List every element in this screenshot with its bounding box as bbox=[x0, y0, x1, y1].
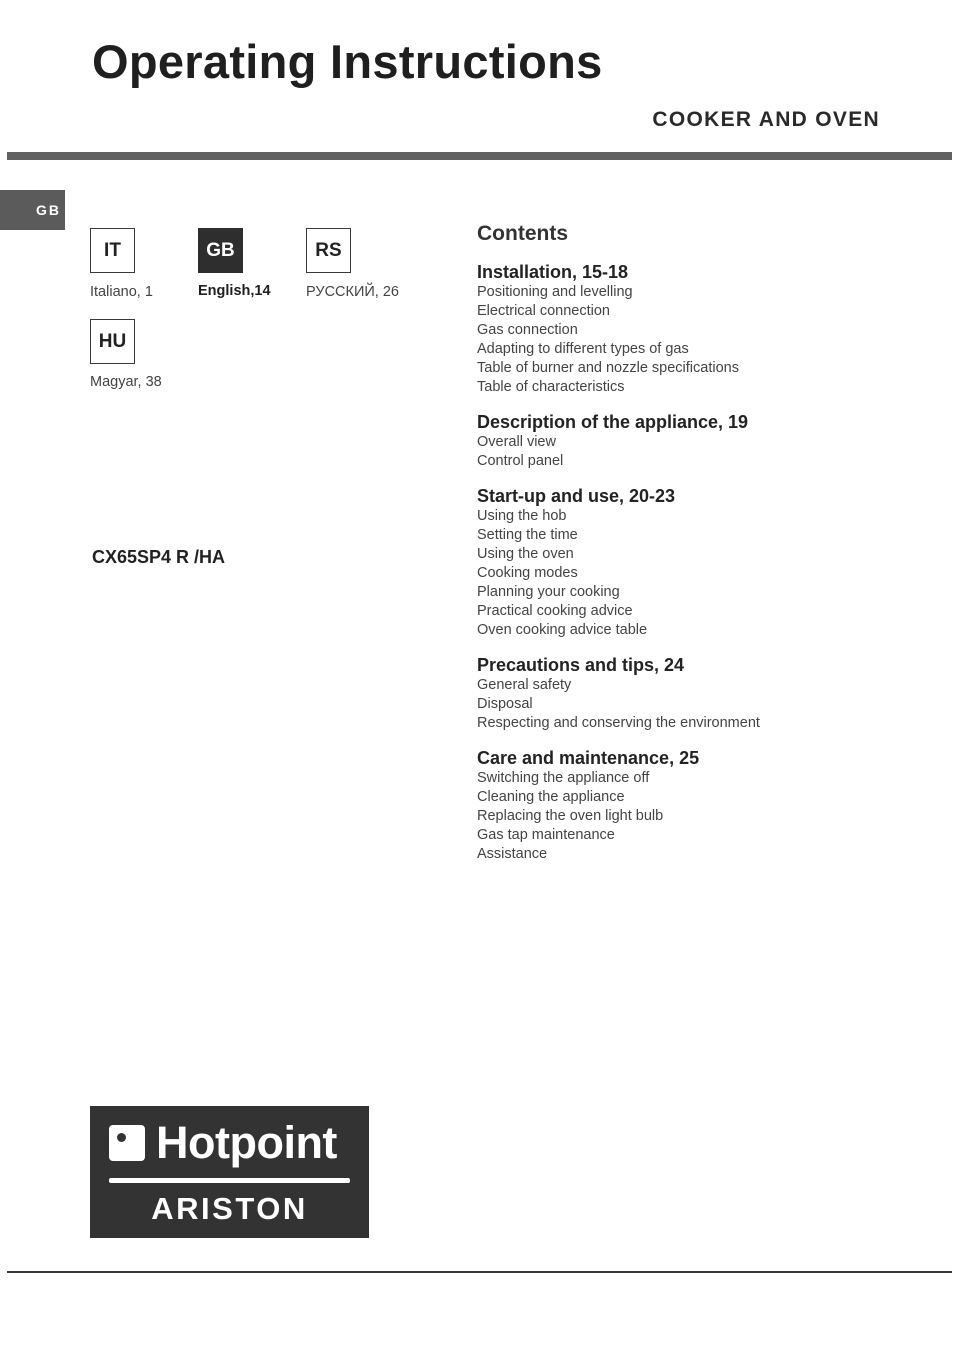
toc-item: Switching the appliance off bbox=[477, 770, 650, 786]
product-type: COOKER AND OVEN bbox=[652, 108, 880, 131]
language-label-rs: РУССКИЙ, 26 bbox=[306, 284, 399, 300]
hotpoint-ariston-logo bbox=[90, 1106, 369, 1238]
toc-section-heading: Care and maintenance, 25 bbox=[477, 748, 700, 768]
contents-title: Contents bbox=[477, 222, 568, 245]
language-side-tab: GB bbox=[0, 190, 65, 230]
language-label-hu: Magyar, 38 bbox=[90, 374, 162, 390]
top-divider bbox=[7, 152, 952, 160]
toc-item: Adapting to different types of gas bbox=[477, 341, 689, 357]
toc-item: Cleaning the appliance bbox=[477, 789, 625, 805]
language-label-gb: English,14 bbox=[198, 283, 271, 299]
toc-item: General safety bbox=[477, 677, 572, 693]
toc-item: Overall view bbox=[477, 434, 556, 450]
toc-section-heading: Description of the appliance, 19 bbox=[477, 412, 749, 432]
toc-item: Disposal bbox=[477, 696, 533, 712]
toc-item: Replacing the oven light bulb bbox=[477, 808, 664, 824]
toc-section-startup bbox=[477, 485, 917, 640]
toc-item: Setting the time bbox=[477, 527, 578, 543]
logo-brand-text: Hotpoint bbox=[156, 1117, 337, 1168]
toc-item: Control panel bbox=[477, 453, 564, 469]
language-box-rs: RS bbox=[306, 228, 351, 273]
table-of-contents bbox=[477, 221, 917, 878]
toc-item: Gas tap maintenance bbox=[477, 827, 615, 843]
toc-section-description bbox=[477, 411, 917, 471]
toc-item: Using the oven bbox=[477, 546, 574, 562]
toc-item: Electrical connection bbox=[477, 303, 610, 319]
toc-section-heading: Precautions and tips, 24 bbox=[477, 655, 685, 675]
logo-square-icon bbox=[109, 1125, 145, 1161]
toc-section-heading: Installation, 15-18 bbox=[477, 262, 629, 282]
toc-item: Table of characteristics bbox=[477, 379, 625, 395]
toc-section-heading: Start-up and use, 20-23 bbox=[477, 486, 676, 506]
toc-item: Table of burner and nozzle specifications bbox=[477, 360, 739, 376]
bottom-divider bbox=[7, 1271, 952, 1273]
toc-item: Positioning and levelling bbox=[477, 284, 633, 300]
toc-item: Planning your cooking bbox=[477, 584, 620, 600]
language-box-hu: HU bbox=[90, 319, 135, 364]
toc-section-precautions bbox=[477, 654, 917, 733]
toc-item: Using the hob bbox=[477, 508, 567, 524]
toc-section-installation bbox=[477, 261, 917, 397]
toc-section-care bbox=[477, 747, 917, 864]
page-title: Operating Instructions bbox=[92, 35, 603, 88]
language-box-it: IT bbox=[90, 228, 135, 273]
toc-item: Oven cooking advice table bbox=[477, 622, 648, 638]
toc-item: Practical cooking advice bbox=[477, 603, 633, 619]
model-number: CX65SP4 R /HA bbox=[92, 547, 226, 567]
language-box-gb: GB bbox=[198, 228, 243, 273]
toc-item: Cooking modes bbox=[477, 565, 578, 581]
toc-item: Respecting and conserving the environment bbox=[477, 715, 760, 731]
logo-divider bbox=[109, 1178, 350, 1183]
logo-sub-text: ARISTON bbox=[151, 1191, 308, 1226]
language-label-it: Italiano, 1 bbox=[90, 284, 153, 300]
toc-item: Assistance bbox=[477, 846, 548, 862]
toc-item: Gas connection bbox=[477, 322, 578, 338]
